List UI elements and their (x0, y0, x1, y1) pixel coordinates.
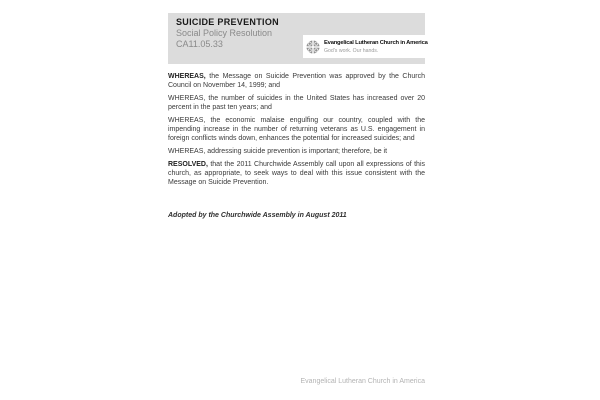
paragraph-lead: WHEREAS, (168, 117, 206, 125)
document-title: SUICIDE PREVENTION (176, 17, 279, 27)
logo-text-block (324, 39, 428, 54)
paragraph-lead: WHEREAS, (168, 148, 206, 156)
resolution-paragraph: WHEREAS, addressing suicide prevention is important; therefore, be it (168, 148, 388, 156)
resolution-paragraph: WHEREAS, the economic malaise engulfing our country, coupled with the impending increase in the number of returning veterans as U.S. engagement in foreign conflicts winds down, enhances the potential for increased suicides; and (168, 117, 425, 142)
document-number: CA11.05.33 (176, 39, 223, 49)
elca-cross-emblem-icon (306, 40, 320, 54)
header-banner (168, 13, 428, 64)
resolution-paragraph: RESOLVED, that the 2011 Churchwide Assembly call upon all expressions of this church, as appropriate, to seek ways to deal with this issue consistent with the Message on Suicide Prevention. (168, 161, 425, 186)
logo-tagline: God's work. Our hands. (324, 47, 379, 54)
paragraph-lead: WHEREAS, (168, 73, 206, 80)
resolution-paragraph: WHEREAS, the Message on Suicide Prevention was approved by the Church Council on November 14, 1999; and (168, 73, 425, 89)
adoption-note: Adopted by the Churchwide Assembly in August 2011 (168, 212, 347, 219)
resolution-paragraph: WHEREAS, the number of suicides in the United States has increased over 20 percent in the past ten years; and (168, 95, 425, 111)
logo-plate (303, 35, 428, 58)
footer-org-name: Evangelical Lutheran Church in America (300, 378, 425, 385)
paragraph-lead: RESOLVED, (168, 161, 208, 169)
paragraph-lead: WHEREAS, (168, 95, 206, 103)
document-subtitle: Social Policy Resolution (176, 28, 273, 38)
logo-org-name: Evangelical Lutheran Church in America (324, 39, 428, 46)
resolution-paragraphs (168, 73, 425, 192)
